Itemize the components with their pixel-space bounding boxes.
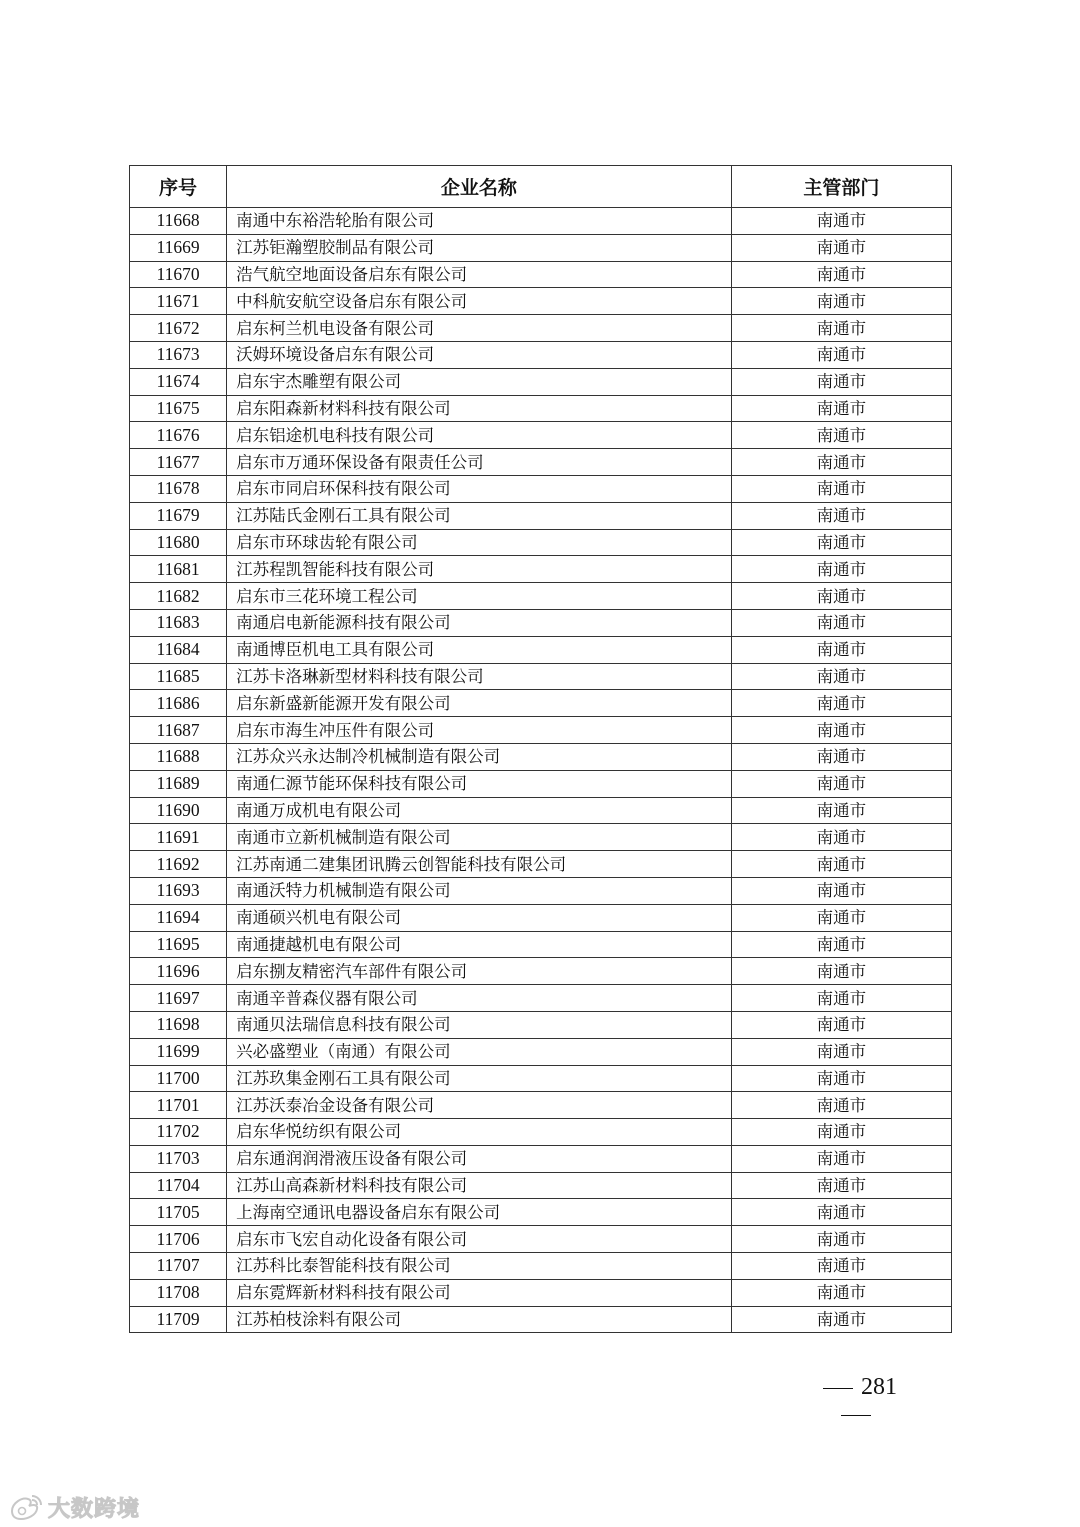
department-cell: 南通市: [731, 636, 951, 663]
table-row: [130, 743, 952, 770]
enterprise-name-cell: 江苏程凯智能科技有限公司: [227, 556, 732, 583]
department-cell: 南通市: [731, 1279, 951, 1306]
table-row: [130, 958, 952, 985]
enterprise-name-cell: 启东市万通环保设备有限责任公司: [227, 449, 732, 476]
department-cell: 南通市: [731, 1226, 951, 1253]
enterprise-name-cell: 江苏山高森新材料科技有限公司: [227, 1172, 732, 1199]
department-cell: 南通市: [731, 1065, 951, 1092]
table-row: [130, 770, 952, 797]
enterprise-name-cell: 兴必盛塑业（南通）有限公司: [227, 1038, 732, 1065]
table-row: [130, 1038, 952, 1065]
serial-number-cell: 11707: [130, 1253, 227, 1280]
enterprise-name-cell: 南通博臣机电工具有限公司: [227, 636, 732, 663]
serial-number-cell: 11668: [130, 208, 227, 235]
table-row: [130, 234, 952, 261]
department-cell: 南通市: [731, 395, 951, 422]
table-row: [130, 1119, 952, 1146]
enterprise-name-cell: 启东柯兰机电设备有限公司: [227, 315, 732, 342]
serial-number-cell: 11683: [130, 609, 227, 636]
enterprise-name-cell: 中科航安航空设备启东有限公司: [227, 288, 732, 315]
table-row: [130, 717, 952, 744]
table-row: [130, 1253, 952, 1280]
department-cell: 南通市: [731, 958, 951, 985]
serial-number-cell: 11709: [130, 1306, 227, 1333]
table-row: [130, 1199, 952, 1226]
department-cell: 南通市: [731, 556, 951, 583]
enterprise-name-cell: 上海南空通讯电器设备启东有限公司: [227, 1199, 732, 1226]
serial-number-cell: 11684: [130, 636, 227, 663]
enterprise-name-cell: 浩气航空地面设备启东有限公司: [227, 261, 732, 288]
enterprise-name-cell: 南通硕兴机电有限公司: [227, 904, 732, 931]
department-cell: 南通市: [731, 1038, 951, 1065]
department-cell: 南通市: [731, 341, 951, 368]
serial-number-cell: 11699: [130, 1038, 227, 1065]
department-cell: 南通市: [731, 1092, 951, 1119]
serial-number-cell: 11685: [130, 663, 227, 690]
department-cell: 南通市: [731, 663, 951, 690]
serial-number-cell: 11680: [130, 529, 227, 556]
page-number: [796, 1374, 916, 1428]
table-row: [130, 208, 952, 235]
department-cell: 南通市: [731, 797, 951, 824]
department-cell: 南通市: [731, 1119, 951, 1146]
enterprise-name-cell: 启东华悦纺织有限公司: [227, 1119, 732, 1146]
header-department: 主管部门: [731, 166, 951, 208]
department-cell: 南通市: [731, 1253, 951, 1280]
serial-number-cell: 11686: [130, 690, 227, 717]
table-row: [130, 1092, 952, 1119]
enterprise-name-cell: 江苏柏枝涂料有限公司: [227, 1306, 732, 1333]
table-row: [130, 422, 952, 449]
department-cell: 南通市: [731, 449, 951, 476]
department-cell: 南通市: [731, 717, 951, 744]
department-cell: 南通市: [731, 904, 951, 931]
enterprise-name-cell: 启东市三花环境工程公司: [227, 583, 732, 610]
enterprise-name-cell: 南通市立新机械制造有限公司: [227, 824, 732, 851]
serial-number-cell: 11706: [130, 1226, 227, 1253]
table-row: [130, 877, 952, 904]
department-cell: 南通市: [731, 1145, 951, 1172]
department-cell: 南通市: [731, 288, 951, 315]
enterprise-name-cell: 江苏卡洛琳新型材料科技有限公司: [227, 663, 732, 690]
department-cell: 南通市: [731, 824, 951, 851]
dash-left: [823, 1388, 853, 1389]
table-row: [130, 449, 952, 476]
department-cell: 南通市: [731, 315, 951, 342]
serial-number-cell: 11672: [130, 315, 227, 342]
table-row: [130, 690, 952, 717]
table-row: [130, 663, 952, 690]
department-cell: 南通市: [731, 770, 951, 797]
department-cell: 南通市: [731, 1011, 951, 1038]
table-row: [130, 636, 952, 663]
enterprise-name-cell: 启东新盛新能源开发有限公司: [227, 690, 732, 717]
table-row: [130, 341, 952, 368]
enterprise-name-cell: 南通中东裕浩轮胎有限公司: [227, 208, 732, 235]
enterprise-name-cell: 启东霓辉新材料科技有限公司: [227, 1279, 732, 1306]
serial-number-cell: 11704: [130, 1172, 227, 1199]
enterprise-name-cell: 江苏玖集金刚石工具有限公司: [227, 1065, 732, 1092]
enterprise-name-cell: 南通启电新能源科技有限公司: [227, 609, 732, 636]
enterprise-name-cell: 南通沃特力机械制造有限公司: [227, 877, 732, 904]
table-row: [130, 368, 952, 395]
department-cell: 南通市: [731, 422, 951, 449]
serial-number-cell: 11679: [130, 502, 227, 529]
table-row: [130, 904, 952, 931]
enterprise-name-cell: 启东市飞宏自动化设备有限公司: [227, 1226, 732, 1253]
serial-number-cell: 11691: [130, 824, 227, 851]
table-row: [130, 1011, 952, 1038]
enterprise-name-cell: 南通万成机电有限公司: [227, 797, 732, 824]
table-row: [130, 1145, 952, 1172]
table-row: [130, 556, 952, 583]
serial-number-cell: 11682: [130, 583, 227, 610]
table-row: [130, 288, 952, 315]
serial-number-cell: 11676: [130, 422, 227, 449]
department-cell: 南通市: [731, 1199, 951, 1226]
page-number-value: 281: [861, 1374, 897, 1400]
serial-number-cell: 11697: [130, 985, 227, 1012]
serial-number-cell: 11698: [130, 1011, 227, 1038]
serial-number-cell: 11695: [130, 931, 227, 958]
department-cell: 南通市: [731, 475, 951, 502]
table-row: [130, 1226, 952, 1253]
department-cell: 南通市: [731, 261, 951, 288]
department-cell: 南通市: [731, 743, 951, 770]
enterprise-name-cell: 南通辛普森仪器有限公司: [227, 985, 732, 1012]
enterprise-name-cell: 启东通润润滑液压设备有限公司: [227, 1145, 732, 1172]
serial-number-cell: 11674: [130, 368, 227, 395]
department-cell: 南通市: [731, 931, 951, 958]
table-row: [130, 609, 952, 636]
table-row: [130, 395, 952, 422]
serial-number-cell: 11696: [130, 958, 227, 985]
enterprise-name-cell: 启东铝途机电科技有限公司: [227, 422, 732, 449]
watermark-text: 大数跨境: [48, 1496, 141, 1522]
serial-number-cell: 11688: [130, 743, 227, 770]
serial-number-cell: 11689: [130, 770, 227, 797]
department-cell: 南通市: [731, 208, 951, 235]
serial-number-cell: 11703: [130, 1145, 227, 1172]
table-row: [130, 1065, 952, 1092]
header-enterprise-name: 企业名称: [227, 166, 732, 208]
table-row: [130, 1306, 952, 1333]
department-cell: 南通市: [731, 234, 951, 261]
header-serial-number: 序号: [130, 166, 227, 208]
enterprise-name-cell: 江苏科比泰智能科技有限公司: [227, 1253, 732, 1280]
enterprise-name-cell: 启东阳森新材料科技有限公司: [227, 395, 732, 422]
enterprise-name-cell: 南通捷越机电有限公司: [227, 931, 732, 958]
enterprise-name-cell: 江苏众兴永达制冷机械制造有限公司: [227, 743, 732, 770]
enterprise-name-cell: 江苏沃泰冶金设备有限公司: [227, 1092, 732, 1119]
serial-number-cell: 11705: [130, 1199, 227, 1226]
serial-number-cell: 11692: [130, 851, 227, 878]
enterprise-name-cell: 启东市同启环保科技有限公司: [227, 475, 732, 502]
department-cell: 南通市: [731, 690, 951, 717]
serial-number-cell: 11694: [130, 904, 227, 931]
enterprise-name-cell: 南通仁源节能环保科技有限公司: [227, 770, 732, 797]
serial-number-cell: 11702: [130, 1119, 227, 1146]
serial-number-cell: 11673: [130, 341, 227, 368]
table-row: [130, 583, 952, 610]
department-cell: 南通市: [731, 985, 951, 1012]
department-cell: 南通市: [731, 1306, 951, 1333]
enterprise-name-cell: 启东捌友精密汽车部件有限公司: [227, 958, 732, 985]
department-cell: 南通市: [731, 502, 951, 529]
serial-number-cell: 11693: [130, 877, 227, 904]
enterprise-name-cell: 南通贝法瑞信息科技有限公司: [227, 1011, 732, 1038]
serial-number-cell: 11701: [130, 1092, 227, 1119]
watermark: [8, 1490, 140, 1524]
enterprise-name-cell: 江苏陆氏金刚石工具有限公司: [227, 502, 732, 529]
enterprise-name-cell: 启东市环球齿轮有限公司: [227, 529, 732, 556]
department-cell: 南通市: [731, 529, 951, 556]
department-cell: 南通市: [731, 851, 951, 878]
department-cell: 南通市: [731, 583, 951, 610]
serial-number-cell: 11670: [130, 261, 227, 288]
table-row: [130, 315, 952, 342]
enterprise-name-cell: 江苏钜瀚塑胶制品有限公司: [227, 234, 732, 261]
serial-number-cell: 11669: [130, 234, 227, 261]
serial-number-cell: 11671: [130, 288, 227, 315]
serial-number-cell: 11708: [130, 1279, 227, 1306]
table-body: [130, 208, 952, 1333]
department-cell: 南通市: [731, 877, 951, 904]
department-cell: 南通市: [731, 609, 951, 636]
department-cell: 南通市: [731, 368, 951, 395]
serial-number-cell: 11700: [130, 1065, 227, 1092]
serial-number-cell: 11677: [130, 449, 227, 476]
serial-number-cell: 11687: [130, 717, 227, 744]
serial-number-cell: 11678: [130, 475, 227, 502]
table-row: [130, 529, 952, 556]
table-row: [130, 851, 952, 878]
table-row: [130, 1172, 952, 1199]
table-row: [130, 931, 952, 958]
department-cell: 南通市: [731, 1172, 951, 1199]
table-row: [130, 475, 952, 502]
enterprise-name-cell: 江苏南通二建集团讯腾云创智能科技有限公司: [227, 851, 732, 878]
enterprise-name-cell: 启东宇杰雕塑有限公司: [227, 368, 732, 395]
table-row: [130, 797, 952, 824]
serial-number-cell: 11681: [130, 556, 227, 583]
weibo-icon: [8, 1493, 44, 1521]
serial-number-cell: 11675: [130, 395, 227, 422]
table-row: [130, 824, 952, 851]
table-row: [130, 1279, 952, 1306]
serial-number-cell: 11690: [130, 797, 227, 824]
enterprise-table: [129, 165, 952, 1333]
table-row: [130, 502, 952, 529]
dash-right: [841, 1415, 871, 1416]
enterprise-name-cell: 沃姆环境设备启东有限公司: [227, 341, 732, 368]
enterprise-name-cell: 启东市海生冲压件有限公司: [227, 717, 732, 744]
table-row: [130, 261, 952, 288]
table-row: [130, 985, 952, 1012]
table-header-row: [130, 166, 952, 208]
